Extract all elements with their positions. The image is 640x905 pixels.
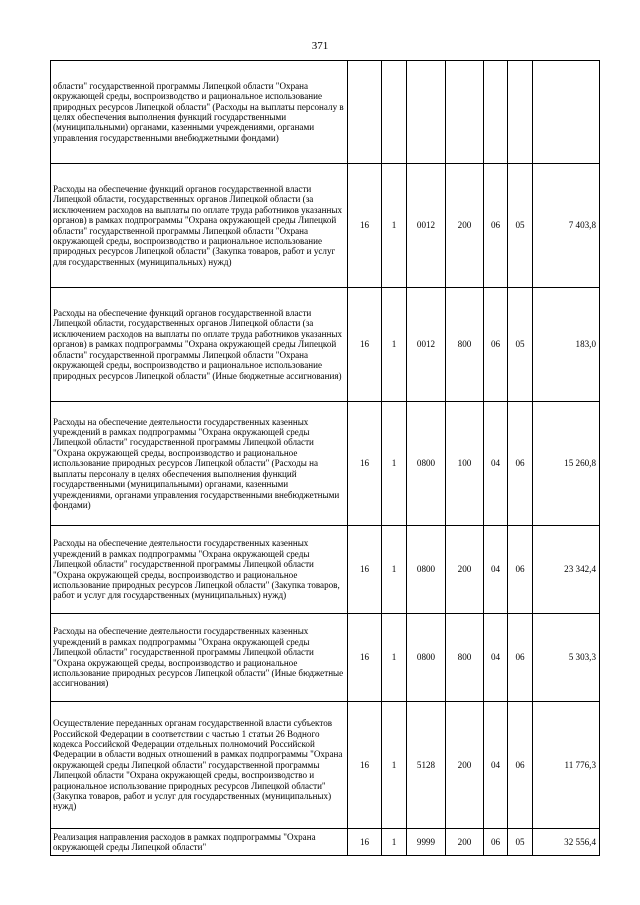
cell-expense-type: 800	[446, 288, 484, 402]
cell-amount	[533, 61, 600, 164]
cell-expense-type	[446, 61, 484, 164]
cell-amount: 11 776,3	[533, 702, 600, 829]
cell-ministry-code: 16	[348, 164, 382, 288]
row-description: Расходы на обеспечение деятельности государственных казенных учреждений в рамках подпрограммы "Охрана окружающей среды Липецкой области" государственной программы Липецкой области "Охрана окружающей среды, воспроизводство и рациональное использование природных ресурсов Липецкой области" (Расходы на выплаты персоналу в целях обеспечения выполнения функций государственными (муниципальными) органами, казенными учреждениями, органами управления государственными внебюджетными фондами)	[51, 402, 348, 526]
table-row	[51, 402, 600, 526]
cell-section	[484, 61, 508, 164]
cell-section: 06	[484, 164, 508, 288]
cell-target-code: 0800	[407, 614, 446, 702]
cell-subsection: 06	[508, 702, 533, 829]
cell-ministry-code: 16	[348, 402, 382, 526]
table-row	[51, 526, 600, 614]
cell-section: 04	[484, 614, 508, 702]
row-description: Расходы на обеспечение функций органов государственной власти Липецкой области, государственных органов Липецкой области (за исключением расходов на выплаты по оплате труда работников указанных органов) в рамках подпрограммы "Охрана окружающей среды Липецкой области" государственной программы Липецкой области "Охрана окружающей среды, воспроизводство и рациональное использование природных ресурсов Липецкой области" (Закупка товаров, работ и услуг для государственных (муниципальных) нужд)	[51, 164, 348, 288]
table-row	[51, 288, 600, 402]
cell-subsection: 05	[508, 164, 533, 288]
cell-ministry-code: 16	[348, 702, 382, 829]
cell-subprogram-code	[382, 61, 407, 164]
cell-ministry-code: 16	[348, 288, 382, 402]
cell-subprogram-code: 1	[382, 164, 407, 288]
cell-section: 04	[484, 702, 508, 829]
table-row	[51, 702, 600, 829]
cell-target-code: 0800	[407, 402, 446, 526]
row-description: Реализация направления расходов в рамках подпрограммы "Охрана окружающей среды Липецкой области"	[51, 829, 348, 856]
cell-section: 04	[484, 526, 508, 614]
cell-ministry-code	[348, 61, 382, 164]
cell-section: 06	[484, 288, 508, 402]
cell-expense-type: 200	[446, 702, 484, 829]
table-row	[51, 164, 600, 288]
table-row	[51, 829, 600, 856]
cell-amount: 32 556,4	[533, 829, 600, 856]
cell-expense-type: 200	[446, 164, 484, 288]
cell-section: 06	[484, 829, 508, 856]
table-row	[51, 614, 600, 702]
cell-subprogram-code: 1	[382, 829, 407, 856]
cell-target-code: 0012	[407, 164, 446, 288]
cell-amount: 23 342,4	[533, 526, 600, 614]
cell-subprogram-code: 1	[382, 402, 407, 526]
cell-subprogram-code: 1	[382, 702, 407, 829]
cell-target-code: 0800	[407, 526, 446, 614]
cell-ministry-code: 16	[348, 614, 382, 702]
row-description: Расходы на обеспечение деятельности государственных казенных учреждений в рамках подпрограммы "Охрана окружающей среды Липецкой области" государственной программы Липецкой области "Охрана окружающей среды, воспроизводство и рациональное использование природных ресурсов Липецкой области" (Закупка товаров, работ и услуг для государственных (муниципальных) нужд)	[51, 526, 348, 614]
cell-subsection: 06	[508, 614, 533, 702]
cell-ministry-code: 16	[348, 829, 382, 856]
budget-table	[50, 60, 600, 856]
row-description: Расходы на обеспечение деятельности государственных казенных учреждений в рамках подпрограммы "Охрана окружающей среды Липецкой области" государственной программы Липецкой области "Охрана окружающей среды, воспроизводство и рациональное использование природных ресурсов Липецкой области" (Иные бюджетные ассигнования)	[51, 614, 348, 702]
cell-amount: 183,0	[533, 288, 600, 402]
cell-amount: 15 260,8	[533, 402, 600, 526]
row-description: области" государственной программы Липецкой области "Охрана окружающей среды, воспроизводство и рациональное использование природных ресурсов Липецкой области" (Расходы на выплаты персоналу в целях обеспечения выполнения функций государственными (муниципальными) органами, казенными учреждениями, органами управления государственными внебюджетными фондами)	[51, 61, 348, 164]
cell-ministry-code: 16	[348, 526, 382, 614]
table-row	[51, 61, 600, 164]
cell-subsection: 05	[508, 829, 533, 856]
row-description: Осуществление переданных органам государственной власти субъектов Российской Федерации в соответствии с частью 1 статьи 26 Водного кодекса Российской Федерации отдельных полномочий Российской Федерации в области водных отношений в рамках подпрограммы "Охрана окружающей среды Липецкой области" государственной программы Липецкой области "Охрана окружающей среды, воспроизводство и рациональное использование природных ресурсов Липецкой области" (Закупка товаров, работ и услуг для государственных (муниципальных) нужд)	[51, 702, 348, 829]
cell-expense-type: 800	[446, 614, 484, 702]
cell-amount: 7 403,8	[533, 164, 600, 288]
page-number: 371	[311, 40, 329, 52]
cell-subsection: 06	[508, 402, 533, 526]
cell-section: 04	[484, 402, 508, 526]
cell-subprogram-code: 1	[382, 288, 407, 402]
cell-expense-type: 100	[446, 402, 484, 526]
cell-expense-type: 200	[446, 829, 484, 856]
cell-subprogram-code: 1	[382, 526, 407, 614]
cell-target-code: 0012	[407, 288, 446, 402]
cell-subsection: 06	[508, 526, 533, 614]
cell-target-code: 9999	[407, 829, 446, 856]
cell-subsection: 05	[508, 288, 533, 402]
cell-subprogram-code: 1	[382, 614, 407, 702]
cell-expense-type: 200	[446, 526, 484, 614]
cell-subsection	[508, 61, 533, 164]
cell-target-code: 5128	[407, 702, 446, 829]
cell-target-code	[407, 61, 446, 164]
cell-amount: 5 303,3	[533, 614, 600, 702]
row-description: Расходы на обеспечение функций органов государственной власти Липецкой области, государственных органов Липецкой области (за исключением расходов на выплаты по оплате труда работников указанных органов) в рамках подпрограммы "Охрана окружающей среды Липецкой области" государственной программы Липецкой области "Охрана окружающей среды, воспроизводство и рациональное использование природных ресурсов Липецкой области" (Иные бюджетные ассигнования)	[51, 288, 348, 402]
